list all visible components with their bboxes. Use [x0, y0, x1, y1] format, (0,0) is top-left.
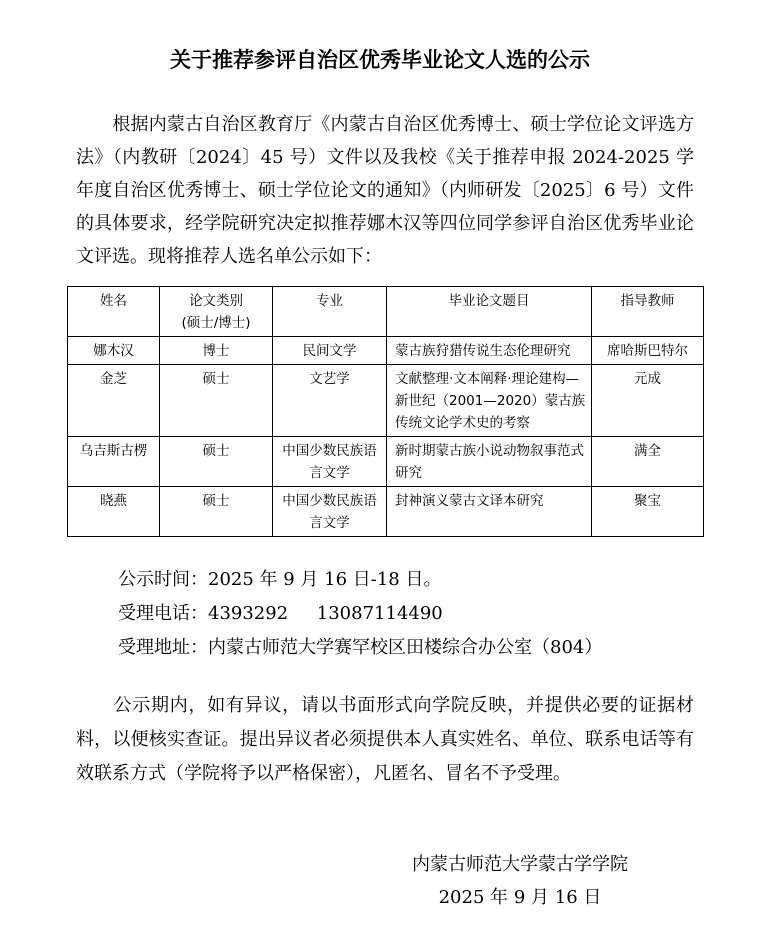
cell-advisor: 元成 [592, 365, 704, 437]
cell-name: 乌吉斯古楞 [68, 437, 160, 487]
table-row [68, 437, 704, 487]
cell-thesis-title: 新时期蒙古族小说动物叙事范式研究 [387, 437, 592, 487]
header-thesis-title: 毕业论文题目 [387, 287, 592, 337]
cell-thesis-title: 封神演义蒙古文译本研究 [387, 487, 592, 537]
cell-name: 娜木汉 [68, 337, 160, 365]
announcement-period: 公示时间：2025 年 9 月 16 日-18 日。 [118, 569, 442, 590]
cell-category: 硕士 [160, 487, 273, 537]
objection-note: 公示期内，如有异议，请以书面形式向学院反映，并提供必要的证据材料，以便核实查证。提出异议者必须提供本人真实姓名、单位、联系电话等有效联系方式（学院将予以严格保密），凡匿名、冒名不予受理。 [76, 695, 694, 784]
table-row [68, 337, 704, 365]
cell-name: 金芝 [68, 365, 160, 437]
cell-major: 中国少数民族语言文学 [273, 437, 387, 487]
contact-address: 受理地址：内蒙古师范大学赛罕校区田楼综合办公室（804） [118, 637, 603, 658]
cell-major: 民间文学 [273, 337, 387, 365]
cell-major: 中国少数民族语言文学 [273, 487, 387, 537]
cell-advisor: 满全 [592, 437, 704, 487]
cell-category: 博士 [160, 337, 273, 365]
table-header-row [68, 287, 704, 337]
intro-paragraph: 根据内蒙古自治区教育厅《内蒙古自治区优秀博士、硕士学位论文评选方法》（内教研〔2024〕45 号）文件以及我校《关于推荐申报 2024-2025 学年度自治区优秀博士、硕士学位论文的通知》（内师研发〔2025〕6 号）文件的具体要求，经学院研究决定拟推荐娜木汉等四位同学参评自治区优秀毕业论文评选。现将推荐人选名单公示如下： [76, 114, 694, 267]
cell-thesis-title: 文献整理·文本阐释·理论建构—新世纪（2001—2020）蒙古族传统文论学术史的考察 [387, 365, 592, 437]
candidate-table [67, 286, 704, 537]
signature-date: 2025 年 9 月 16 日 [438, 887, 602, 908]
signature-org: 内蒙古师范大学蒙古学学院 [412, 854, 628, 875]
table-row [68, 365, 704, 437]
contact-phone: 受理电话：4393292 13087114490 [118, 603, 443, 624]
cell-category: 硕士 [160, 437, 273, 487]
cell-advisor: 聚宝 [592, 487, 704, 537]
contact-info [118, 563, 718, 665]
cell-name: 晓燕 [68, 487, 160, 537]
cell-thesis-title: 蒙古族狩猎传说生态伦理研究 [387, 337, 592, 365]
cell-advisor: 席哈斯巴特尔 [592, 337, 704, 365]
table-row [68, 487, 704, 537]
header-category: 论文类别 (硕士/博士) [160, 287, 273, 337]
header-advisor: 指导教师 [592, 287, 704, 337]
cell-major: 文艺学 [273, 365, 387, 437]
header-name: 姓名 [68, 287, 160, 337]
document-title: 关于推荐参评自治区优秀毕业论文人选的公示 [170, 48, 590, 72]
header-major: 专业 [273, 287, 387, 337]
signature-block [380, 848, 660, 914]
cell-category: 硕士 [160, 365, 273, 437]
